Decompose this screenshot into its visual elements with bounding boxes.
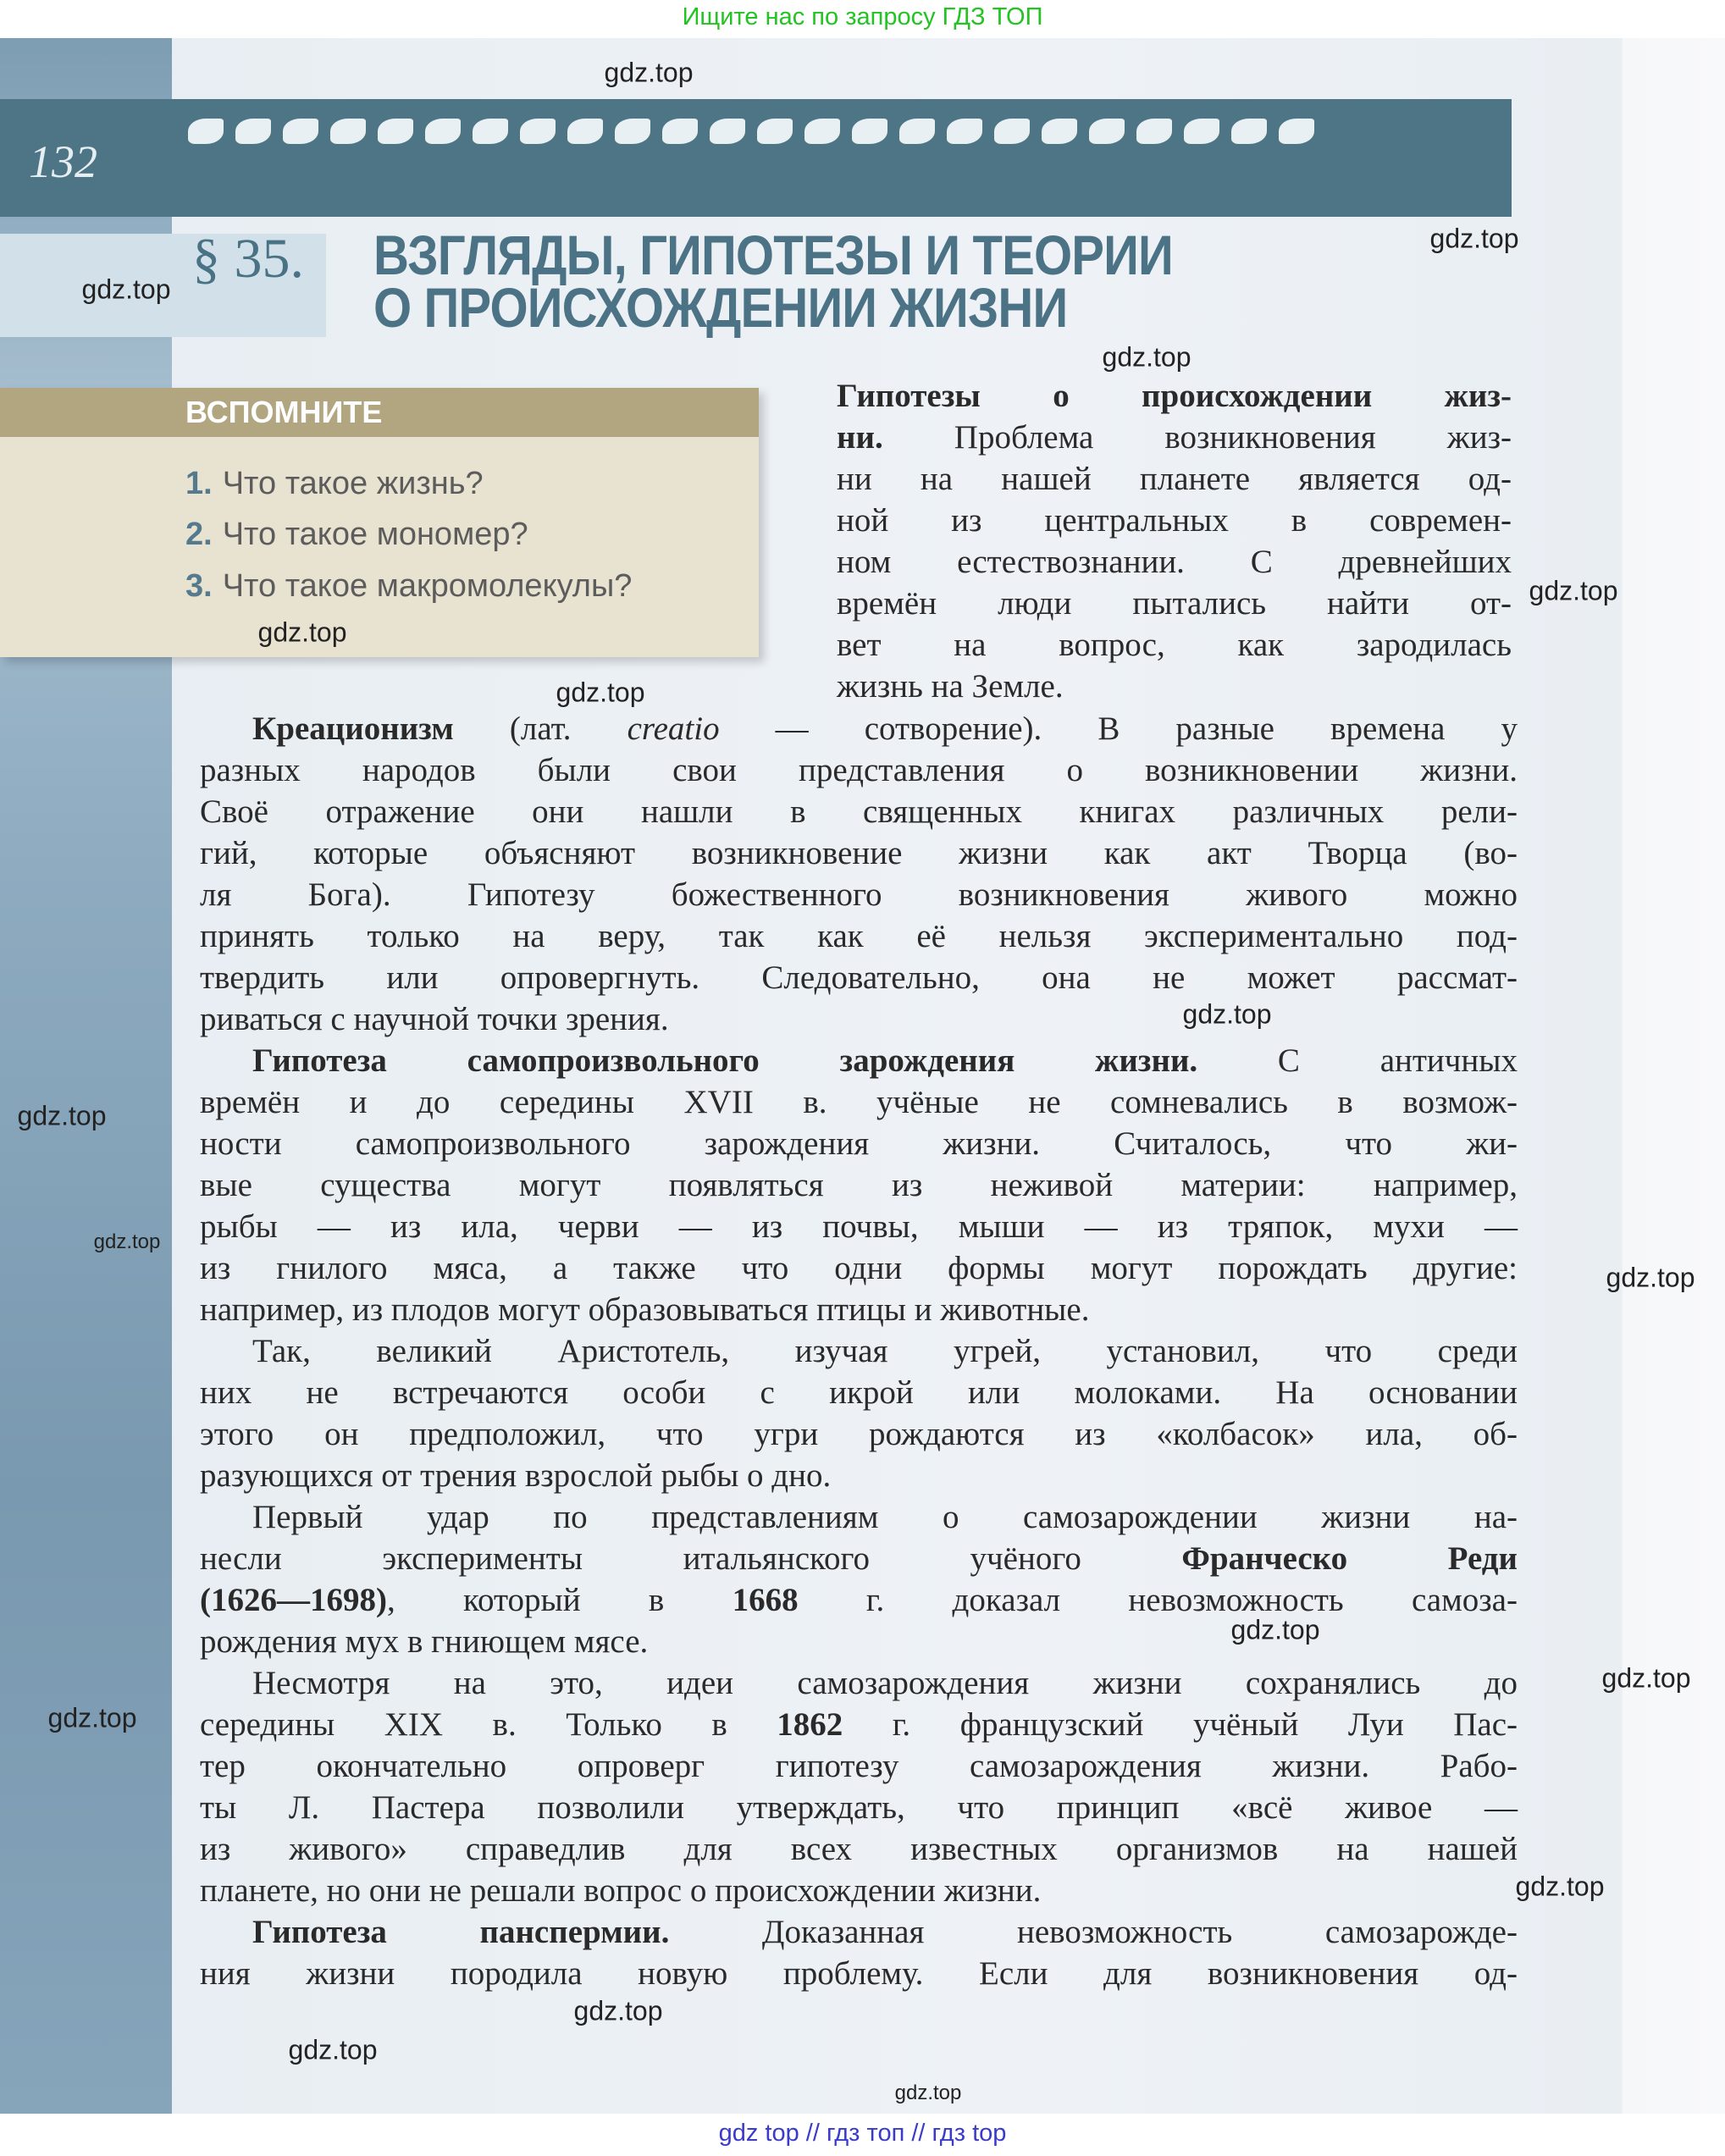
page-number: 132	[29, 136, 97, 187]
bold-term: Франческо Реди	[1181, 1540, 1518, 1577]
text-line	[200, 1621, 1518, 1662]
text-line	[200, 1538, 1518, 1579]
text-segment: жизнь на Земле.	[837, 668, 1064, 705]
text-line	[200, 1745, 1518, 1787]
remember-item	[185, 568, 632, 605]
text-segment: г. доказал невозможность самоза-	[798, 1582, 1518, 1618]
text-line	[200, 1496, 1518, 1538]
watermark: gdz.top	[81, 274, 171, 305]
text-line	[200, 1911, 1518, 1953]
text-segment: ном естествознании. С древнейших	[837, 544, 1512, 580]
text-line	[200, 1164, 1518, 1206]
item-number: 2.	[185, 517, 213, 552]
watermark: gdz.top	[93, 1230, 161, 1253]
text-line	[200, 1081, 1518, 1123]
promo-banner: Ищите нас по запросу ГДЗ ТОП	[682, 3, 1043, 30]
text-line	[200, 957, 1518, 998]
text-line	[200, 1247, 1518, 1289]
text-line	[200, 1953, 1518, 1994]
watermark: gdz.top	[1230, 1614, 1320, 1645]
watermark: gdz.top	[556, 677, 645, 708]
bold-term: 1862	[777, 1706, 843, 1743]
watermark: gdz.top	[47, 1702, 137, 1733]
bold-term: Креационизм	[252, 710, 454, 747]
text-segment: ности самопроизвольного зарождения жизни. Считалось, что жи-	[200, 1125, 1518, 1162]
text-line	[837, 666, 1512, 707]
intro-paragraph	[837, 375, 1512, 707]
text-segment: этого он предположил, что угри рождаются из «колбасок» ила, об-	[200, 1416, 1518, 1452]
item-number: 1.	[185, 466, 213, 501]
animal-silhouettes-icon	[188, 119, 1314, 144]
watermark: gdz.top	[288, 2034, 378, 2065]
text-line	[200, 1787, 1518, 1828]
text-line	[200, 1579, 1518, 1621]
text-line	[200, 832, 1518, 874]
bold-term: Гипотеза панспермии.	[252, 1914, 670, 1950]
text-line	[200, 1455, 1518, 1496]
text-segment: планете, но они не решали вопрос о происхождении жизни.	[200, 1872, 1042, 1909]
text-segment: Несмотря на это, идеи самозарождения жизни сохранялись до	[252, 1665, 1518, 1701]
text-line	[200, 749, 1518, 791]
item-text: Что такое макромолекулы?	[222, 568, 633, 604]
text-segment: Своё отражение они нашли в священных книгах различных рели-	[200, 793, 1518, 830]
text-segment: рыбы — из ила, черви — из почвы, мыши — из тряпок, мухи —	[200, 1208, 1518, 1245]
text-segment: ля Бога). Гипотезу божественного возникновения живого можно	[200, 876, 1518, 913]
text-segment: Так, великий Аристотель, изучая угрей, установил, что среди	[252, 1333, 1518, 1369]
text-segment: рождения мух в гниющем мясе.	[200, 1623, 649, 1660]
watermark: gdz.top	[1429, 223, 1519, 254]
text-segment: ты Л. Пастера позволили утверждать, что принцип «всё живое —	[200, 1789, 1518, 1826]
section-number: § 35.	[192, 228, 304, 290]
text-line	[200, 1289, 1518, 1330]
text-line	[837, 624, 1512, 666]
item-text: Что такое мономер?	[222, 517, 528, 552]
page-margin-strip	[0, 38, 172, 2114]
text-line	[200, 1330, 1518, 1372]
text-line	[200, 1372, 1518, 1413]
title-line: О ПРОИСХОЖДЕНИИ ЖИЗНИ	[373, 276, 1068, 339]
bold-term: Гипотезы о происхождении жиз-	[837, 378, 1512, 414]
text-segment: вет на вопрос, как зародилась	[837, 627, 1512, 663]
watermark: gdz.top	[1601, 1662, 1691, 1694]
main-text	[200, 708, 1518, 1994]
text-segment: ной из центральных в современ-	[837, 502, 1512, 539]
watermark: gdz.top	[894, 2081, 962, 2104]
title-line: ВЗГЛЯДЫ, ГИПОТЕЗЫ И ТЕОРИИ	[373, 224, 1173, 286]
watermark: gdz.top	[604, 57, 694, 88]
remember-heading: ВСПОМНИТЕ	[0, 388, 759, 437]
text-segment: — сотворение). В разные времена у	[719, 710, 1518, 747]
watermark: gdz.top	[1182, 998, 1272, 1030]
text-line	[200, 1206, 1518, 1247]
bold-term: Гипотеза самопроизвольного зарождения жизни.	[252, 1042, 1198, 1079]
watermark: gdz.top	[1102, 341, 1191, 373]
bold-term: ни.	[837, 419, 883, 456]
text-segment: из живого» справедлив для всех известных организмов на нашей	[200, 1831, 1518, 1867]
text-segment: ния жизни породила новую проблему. Если для возникновения од-	[200, 1955, 1518, 1992]
item-text: Что такое жизнь?	[222, 466, 484, 501]
text-line	[837, 541, 1512, 583]
text-line	[200, 708, 1518, 749]
text-line	[200, 1662, 1518, 1704]
bold-term: (1626—1698)	[200, 1582, 387, 1618]
text-segment: гий, которые объясняют возникновение жизни как акт Творца (во-	[200, 835, 1518, 871]
text-segment: например, из плодов могут образовываться птицы и животные.	[200, 1291, 1090, 1328]
text-segment: твердить или опровергнуть. Следовательно, она не может рассмат-	[200, 959, 1518, 996]
watermark: gdz.top	[1515, 1871, 1605, 1902]
watermark: gdz.top	[1529, 575, 1618, 606]
text-segment: вые существа могут появляться из неживой материи: например,	[200, 1167, 1518, 1203]
text-segment: Проблема возникновения жиз-	[882, 419, 1512, 456]
footer-links: gdz top // гдз топ // гдз top	[718, 2120, 1007, 2147]
text-line	[200, 1828, 1518, 1870]
text-segment: ни на нашей планете является од-	[837, 461, 1512, 497]
text-segment: (лат.	[453, 710, 628, 747]
text-segment: Первый удар по представлениям о самозарождении жизни на-	[252, 1499, 1518, 1535]
text-segment: времён люди пытались найти от-	[837, 585, 1512, 622]
text-segment: разных народов были свои представления о возникновении жизни.	[200, 752, 1518, 788]
text-segment: несли эксперименты итальянского учёного	[200, 1540, 1182, 1577]
item-number: 3.	[185, 568, 213, 604]
text-segment: времён и до середины XVII в. учёные не сомневались в возмож-	[200, 1084, 1518, 1120]
text-line	[200, 791, 1518, 832]
text-segment: принять только на веру, так как её нельзя экспериментально под-	[200, 918, 1518, 954]
text-segment: тер окончательно опроверг гипотезу самозарождения жизни. Рабо-	[200, 1748, 1518, 1784]
header-band	[0, 99, 1512, 217]
watermark: gdz.top	[573, 1995, 663, 2026]
text-line	[837, 583, 1512, 624]
text-segment: них не встречаются особи с икрой или молоками. На основании	[200, 1374, 1518, 1411]
text-line	[200, 1123, 1518, 1164]
italic-term: creatio	[627, 710, 720, 747]
text-segment: риваться с научной точки зрения.	[200, 1001, 669, 1037]
text-line	[837, 417, 1512, 458]
text-segment: середины XIX в. Только в	[200, 1706, 777, 1743]
text-line	[200, 998, 1518, 1040]
text-line	[200, 915, 1518, 957]
remember-item	[185, 466, 484, 502]
watermark: gdz.top	[17, 1100, 107, 1131]
text-line	[200, 874, 1518, 915]
text-line	[837, 500, 1512, 541]
text-line	[837, 458, 1512, 500]
text-segment: , который в	[386, 1582, 733, 1618]
watermark: gdz.top	[1606, 1262, 1695, 1293]
text-segment: разующихся от трения взрослой рыбы о дно.	[200, 1457, 832, 1494]
section-title	[373, 224, 1173, 339]
text-line	[200, 1870, 1518, 1911]
watermark: gdz.top	[257, 616, 347, 648]
text-segment: г. французский учёный Луи Пас-	[843, 1706, 1518, 1743]
bold-term: 1668	[732, 1582, 799, 1618]
text-segment: из гнилого мяса, а также что одни формы могут порождать другие:	[200, 1250, 1518, 1286]
text-line	[837, 375, 1512, 417]
remember-item	[185, 517, 528, 553]
remember-box	[0, 388, 759, 657]
text-line	[200, 1704, 1518, 1745]
text-line	[200, 1040, 1518, 1081]
text-segment: Доказанная невозможность самозарожде-	[669, 1914, 1518, 1950]
text-segment: С античных	[1197, 1042, 1518, 1079]
text-line	[200, 1413, 1518, 1455]
